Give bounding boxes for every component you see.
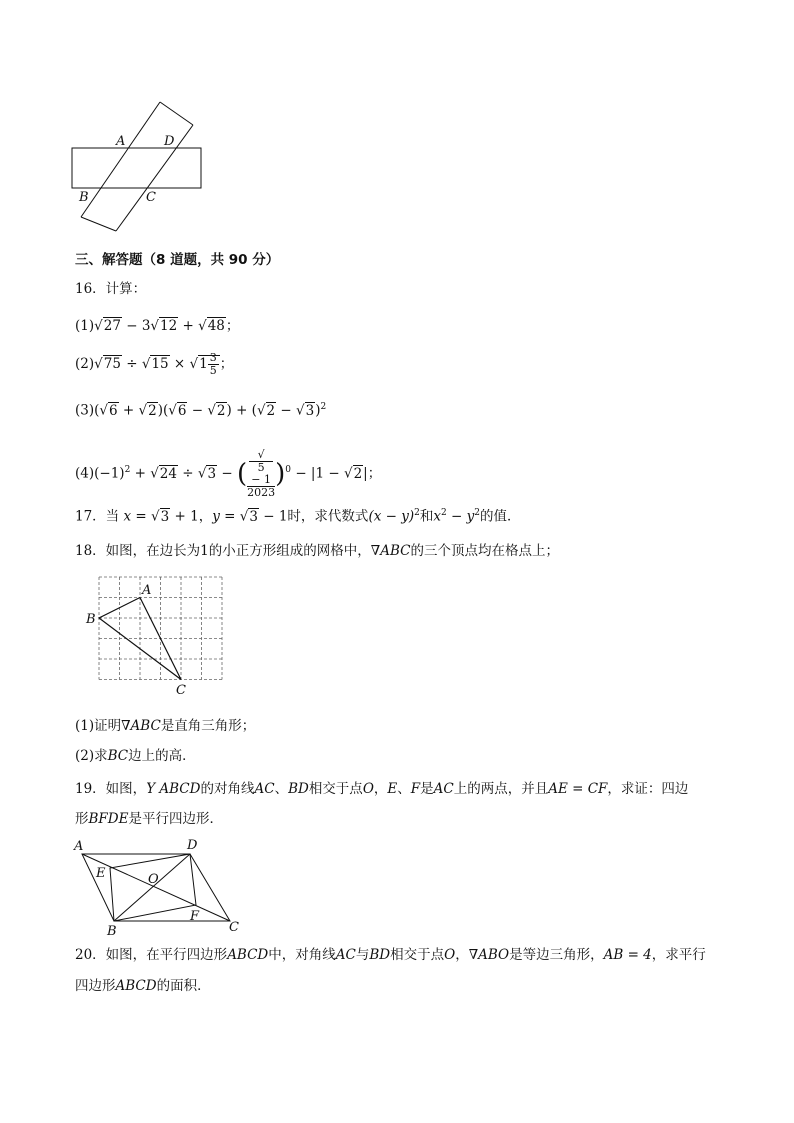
slanted-strip-top bbox=[160, 102, 193, 125]
label-A: A bbox=[142, 583, 152, 598]
label-C: C bbox=[176, 683, 186, 698]
figure-grid-triangle bbox=[80, 570, 240, 700]
q20-line2: 四边形ABCD的面积． bbox=[75, 978, 211, 994]
diagonal-ac bbox=[82, 854, 230, 921]
label-C: C bbox=[229, 920, 239, 935]
q18-text: 18．如图，在边长为1的小正方形组成的网格中，∇ABC的三个顶点均在格点上； bbox=[75, 543, 559, 559]
q18-part2: (2)求BC边上的高． bbox=[75, 748, 196, 764]
label-F: F bbox=[190, 909, 200, 924]
label-O: O bbox=[148, 872, 159, 887]
q16-part3: $(3)(√6 + √2)(√6 - √2) + (√2 - √3)^2$ bbox=[75, 402, 327, 419]
q16-part4: $(4)(-1)^2 + √24 \div √3$ − ( √ 5 − 1 2023 )$^0$ − |1 − √2|； bbox=[75, 448, 382, 499]
q16-part1: (1)√27 − 3√12 + √48； bbox=[75, 318, 240, 334]
label-E: E bbox=[96, 866, 106, 881]
q16-part2: (2)√75 ÷ √15 × √1 $\frac{3}{5}$ ； bbox=[75, 351, 234, 377]
horizontal-strip bbox=[72, 148, 201, 188]
label-A: A bbox=[74, 839, 84, 854]
q18-part1: (1)证明∇ABC是直角三角形； bbox=[75, 718, 256, 734]
label-C: C bbox=[146, 190, 156, 205]
label-B: B bbox=[86, 612, 96, 627]
q16-intro: 16．计算： bbox=[75, 281, 147, 297]
label-D: D bbox=[187, 838, 198, 853]
label-B: B bbox=[79, 190, 89, 205]
q19-line1: 19．如图，Y ABCD的对角线AC、BD相交于点O，E、F是AC上的两点，并且AE = CF，求证：四边 bbox=[75, 781, 689, 797]
slanted-strip-right bbox=[116, 125, 193, 231]
label-B: B bbox=[107, 924, 117, 938]
slanted-strip-bottom bbox=[81, 217, 116, 231]
label-A: A bbox=[116, 134, 126, 149]
quadrilateral-bfde bbox=[110, 854, 196, 921]
figure-strip-crossing bbox=[60, 95, 220, 240]
q17: 17．当 x = √3 + 1，y = √3 − 1时，求代数式$(x - y)^2$和$x^2 - y^2$的值． bbox=[75, 508, 521, 525]
diagonal-bd bbox=[114, 854, 190, 921]
figure-parallelogram-bfde bbox=[65, 833, 255, 938]
label-D: D bbox=[164, 134, 175, 149]
q20-line1: 20．如图，在平行四边形ABCD中，对角线AC与BD相交于点O，∇ABO是等边三角形，AB = 4，求平行 bbox=[75, 947, 706, 963]
q19-line2: 形BFDE是平行四边形． bbox=[75, 811, 223, 827]
section-heading: 三、解答题（8 道题，共 90 分） bbox=[75, 252, 280, 268]
